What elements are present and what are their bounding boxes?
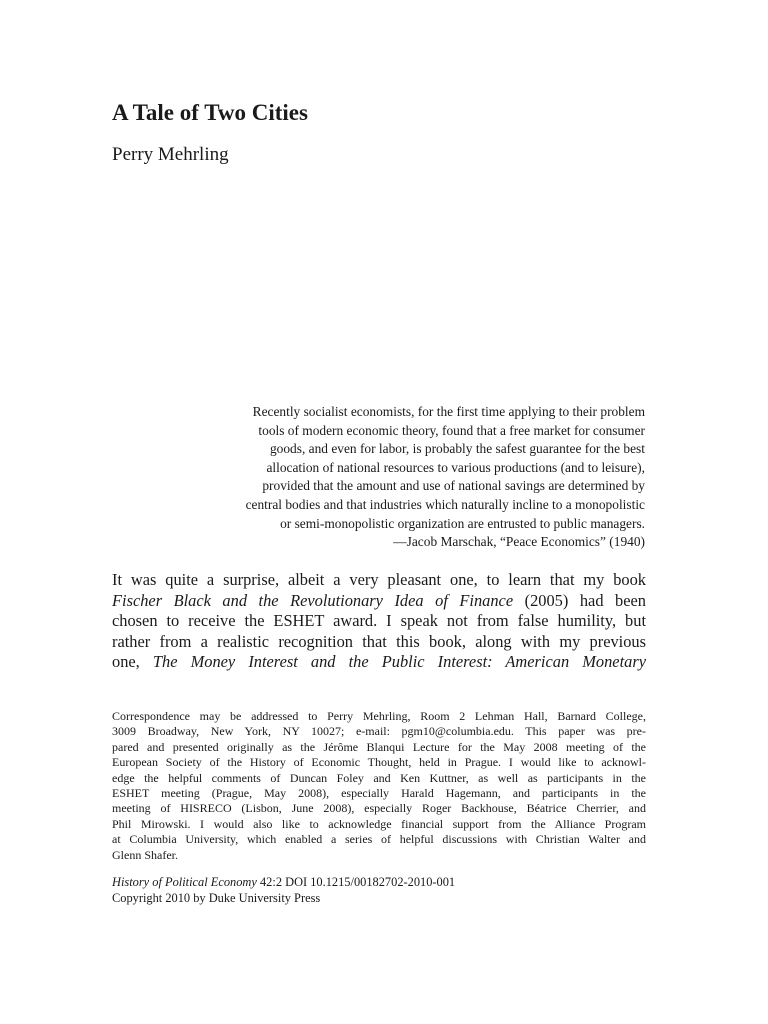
body-line: chosen to receive the ESHET award. I speak not from false humility, but bbox=[112, 611, 646, 630]
epigraph-line: allocation of national resources to various productions (and to leisure), bbox=[266, 459, 645, 475]
footnote-line: European Society of the History of Economic Thought, held in Prague. I would like to acknowl- bbox=[112, 755, 646, 770]
body-line: It was quite a surprise, albeit a very pleasant one, to learn that my book bbox=[112, 570, 646, 589]
epigraph bbox=[150, 403, 645, 552]
epigraph-line: central bodies and that industries which naturally incline to a monopolistic bbox=[245, 496, 645, 512]
footnote-line: Correspondence may be addressed to Perry Mehrling, Room 2 Lehman Hall, Barnard College, bbox=[112, 709, 646, 723]
epigraph-line: or semi-monopolistic organization are entrusted to public managers. bbox=[280, 515, 645, 531]
footnote-line: ESHET meeting (Prague, May 2008), especially Harald Hagemann, and participants in the bbox=[112, 786, 646, 801]
journal-name: History of Political Economy bbox=[112, 875, 257, 889]
footnote-line: edge the helpful comments of Duncan Foley and Ken Kuttner, as well as participants in the bbox=[112, 770, 646, 785]
journal-citation bbox=[112, 875, 455, 906]
footnote bbox=[112, 709, 646, 863]
body-line bbox=[112, 652, 646, 673]
body-line: rather from a realistic recognition that this book, along with my previous bbox=[112, 631, 646, 651]
body-text-segment: one, bbox=[112, 652, 153, 671]
copyright-notice: Copyright 2010 by Duke University Press bbox=[112, 890, 321, 905]
article-title: A Tale of Two Cities bbox=[112, 100, 308, 125]
body-line bbox=[112, 591, 646, 612]
epigraph-line: provided that the amount and use of national savings are determined by bbox=[262, 478, 645, 494]
footnote-line: 3009 Broadway, New York, NY 10027; e-mail: pgm10@columbia.edu. This paper was pre- bbox=[112, 724, 646, 739]
epigraph-line: goods, and even for labor, is probably the safest guarantee for the best bbox=[269, 441, 645, 457]
citation-line bbox=[112, 875, 455, 891]
footnote-line: Phil Mirowski. I would also like to acknowledge financial support from the Alliance Program bbox=[112, 816, 646, 831]
footnote-line: at Columbia University, which enabled a series of helpful discussions with Christian Walter and bbox=[112, 832, 646, 847]
epigraph-line: tools of modern economic theory, found that a free market for consumer bbox=[258, 422, 645, 438]
body-paragraph bbox=[112, 570, 646, 673]
citation-details: 42:2 DOI 10.1215/00182702-2010-001 bbox=[256, 875, 456, 889]
footnote-line: pared and presented originally as the Jérôme Blanqui Lecture for the May 2008 meeting of the bbox=[112, 739, 646, 754]
footnote-line: meeting of HISRECO (Lisbon, June 2008), especially Roger Backhouse, Béatrice Cherrier, and bbox=[112, 801, 646, 816]
book-title: The Money Interest and the Public Interest: American Monetary bbox=[152, 652, 646, 671]
body-text-segment: (2005) had been bbox=[513, 590, 646, 610]
book-title: Fischer Black and the Revolutionary Idea of Finance bbox=[112, 590, 514, 610]
epigraph-line: Recently socialist economists, for the first time applying to their problem bbox=[252, 404, 645, 419]
article-author: Perry Mehrling bbox=[112, 144, 229, 165]
epigraph-attribution: —Jacob Marschak, “Peace Economics” (1940) bbox=[393, 534, 645, 550]
footnote-line: Glenn Shafer. bbox=[112, 847, 178, 862]
